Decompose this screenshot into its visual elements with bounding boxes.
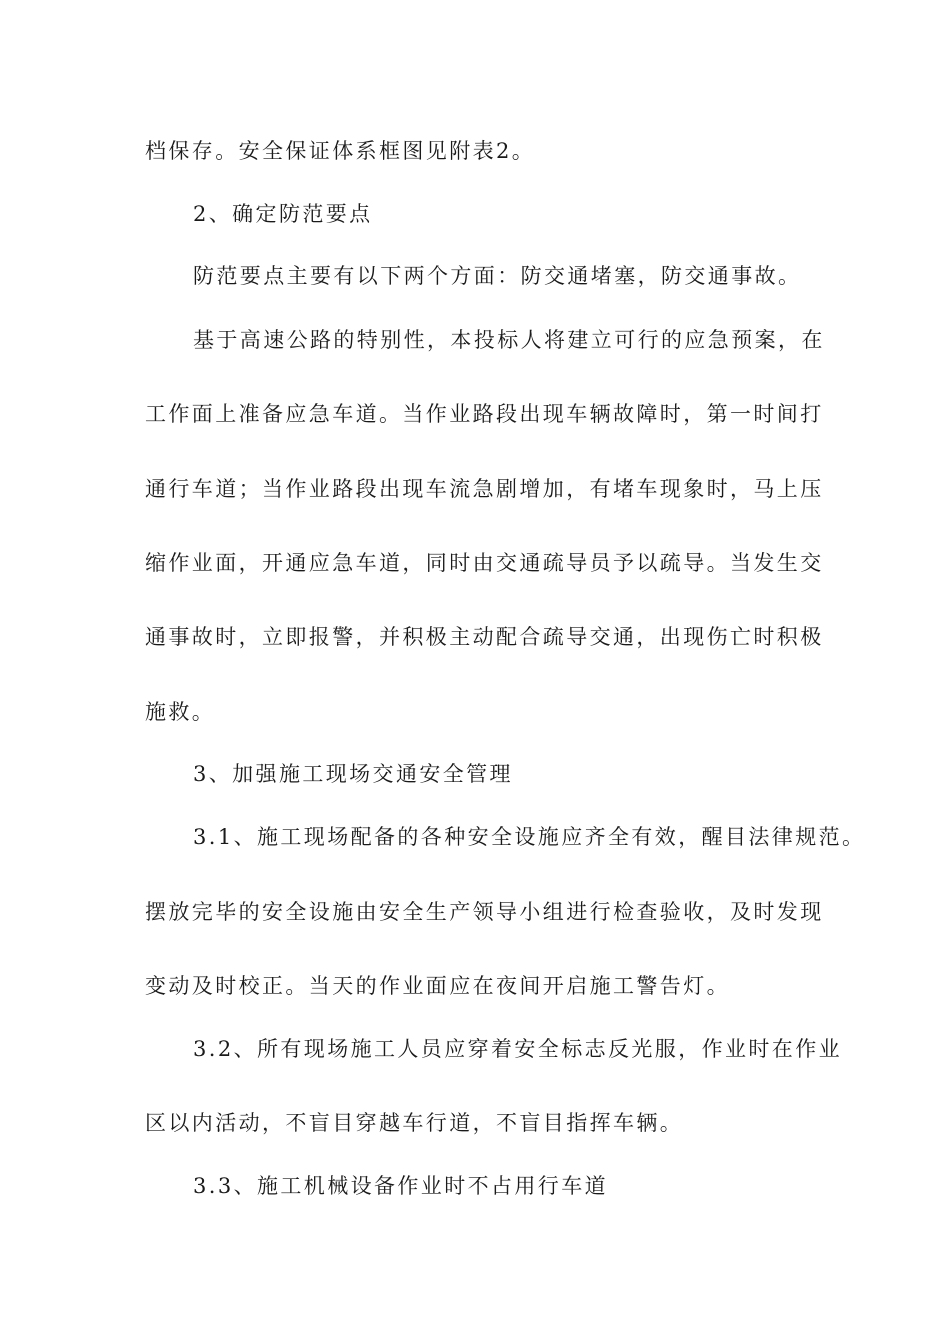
text-line-15: 区以内活动，不盲目穿越车行道，不盲目指挥车辆。: [145, 1111, 684, 1135]
text-line-7: 缩作业面，开通应急车道，同时由交通疏导员予以疏导。当发生交: [145, 551, 824, 575]
text-line-1: 档保存。安全保证体系框图见附表2。: [145, 139, 536, 163]
text-line-13: 变动及时校正。当天的作业面应在夜间开启施工警告灯。: [145, 974, 730, 998]
text-line-5: 工作面上准备应急车道。当作业路段出现车辆故障时，第一时间打: [145, 402, 824, 426]
text-line-8: 通事故时，立即报警，并积极主动配合疏导交通，出现伤亡时积极: [145, 625, 824, 649]
text-line-12: 摆放完毕的安全设施由安全生产领导小组进行检查验收，及时发现: [145, 900, 824, 924]
text-line-9: 施救。: [145, 700, 216, 724]
section-heading-3: 3、加强施工现场交通安全管理: [193, 762, 513, 786]
text-line-16: 3.3、施工机械设备作业时不占用行车道: [193, 1174, 608, 1198]
section-heading-2: 2、确定防范要点: [193, 202, 373, 226]
text-line-14: 3.2、所有现场施工人员应穿着安全标志反光服，作业时在作业: [193, 1037, 842, 1061]
text-line-11: 3.1、施工现场配备的各种安全设施应齐全有效，醒目法律规范。: [193, 825, 866, 849]
text-line-3: 防范要点主要有以下两个方面：防交通堵塞，防交通事故。: [193, 264, 802, 288]
text-line-4: 基于高速公路的特别性，本投标人将建立可行的应急预案，在: [193, 328, 825, 352]
text-line-6: 通行车道；当作业路段出现车流急剧增加，有堵车现象时，马上压: [145, 477, 824, 501]
